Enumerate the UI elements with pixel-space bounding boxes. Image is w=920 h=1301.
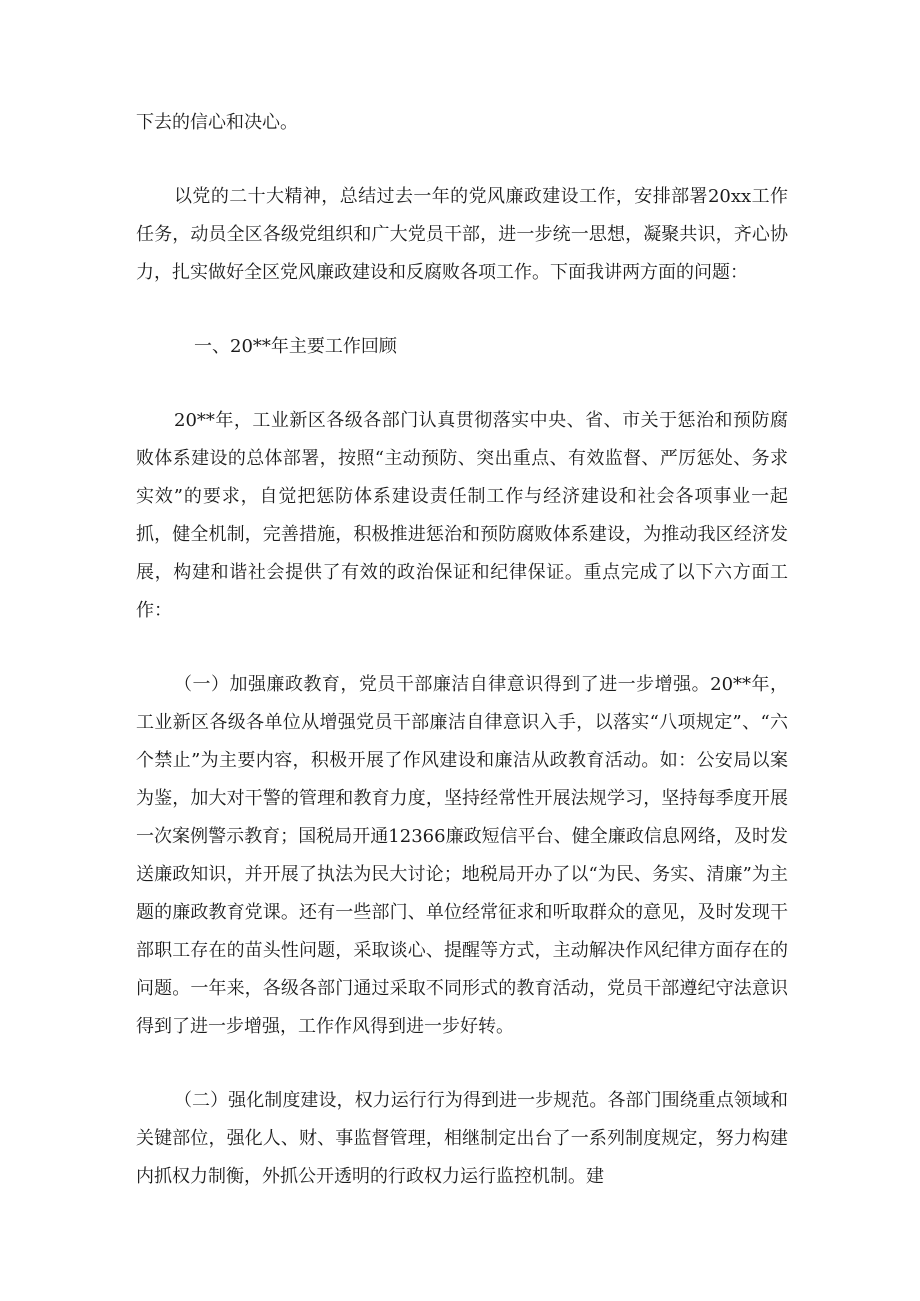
- paragraph-item-2: （二）强化制度建设，权力运行行为得到进一步规范。各部门围绕重点领域和关键部位，强化人、财、事监督管理，相继制定出台了一系列制度规定，努力构建内抓权力制衡，外抓公开透明的行政权力运行监控机制。建: [136, 1090, 788, 1187]
- paragraph-intro: 以党的二十大精神，总结过去一年的党风廉政建设工作，安排部署20xx工作任务，动员全区各级党组织和广大党员干部，进一步统一思想，凝聚共识，齐心协力，扎实做好全区党风廉政建设和反腐败各项工作。下面我讲两方面的问题：: [136, 186, 788, 283]
- section-heading: 一、20**年主要工作回顾: [194, 336, 397, 357]
- paragraph-summary: 20**年，工业新区各级各部门认真贯彻落实中央、省、市关于惩治和预防腐败体系建设的总体部署，按照“主动预防、突出重点、有效监督、严厉惩处、务求实效”的要求，自觉把惩防体系建设责任制工作与经济建设和社会各项事业一起抓，健全机制，完善措施，积极推进惩治和预防腐败体系建设，为推动我区经济发展，构建和谐社会提供了有效的政治保证和纪律保证。重点完成了以下六方面工作：: [136, 410, 788, 621]
- document-body: [136, 104, 788, 1196]
- paragraph-continuation: 下去的信心和决心。: [136, 112, 298, 133]
- paragraph-item-1: （一）加强廉政教育，党员干部廉洁自律意识得到了进一步增强。20**年，工业新区各级各单位从增强党员干部廉洁自律意识入手，以落实“八项规定”、“六个禁止”为主要内容，积极开展了作风建设和廉洁从政教育活动。如：公安局以案为鉴，加大对干警的管理和教育力度，坚持经常性开展法规学习，坚持每季度开展一次案例警示教育；国税局开通12366廉政短信平台、健全廉政信息网络，及时发送廉政知识，并开展了执法为民大讨论；地税局开办了以“为民、务实、清廉”为主题的廉政教育党课。还有一些部门、单位经常征求和听取群众的意见，及时发现干部职工存在的苗头性问题，采取谈心、提醒等方式，主动解决作风纪律方面存在的问题。一年来，各级各部门通过采取不同形式的教育活动，党员干部遵纪守法意识得到了进一步增强，工作作风得到进一步好转。: [136, 674, 788, 1037]
